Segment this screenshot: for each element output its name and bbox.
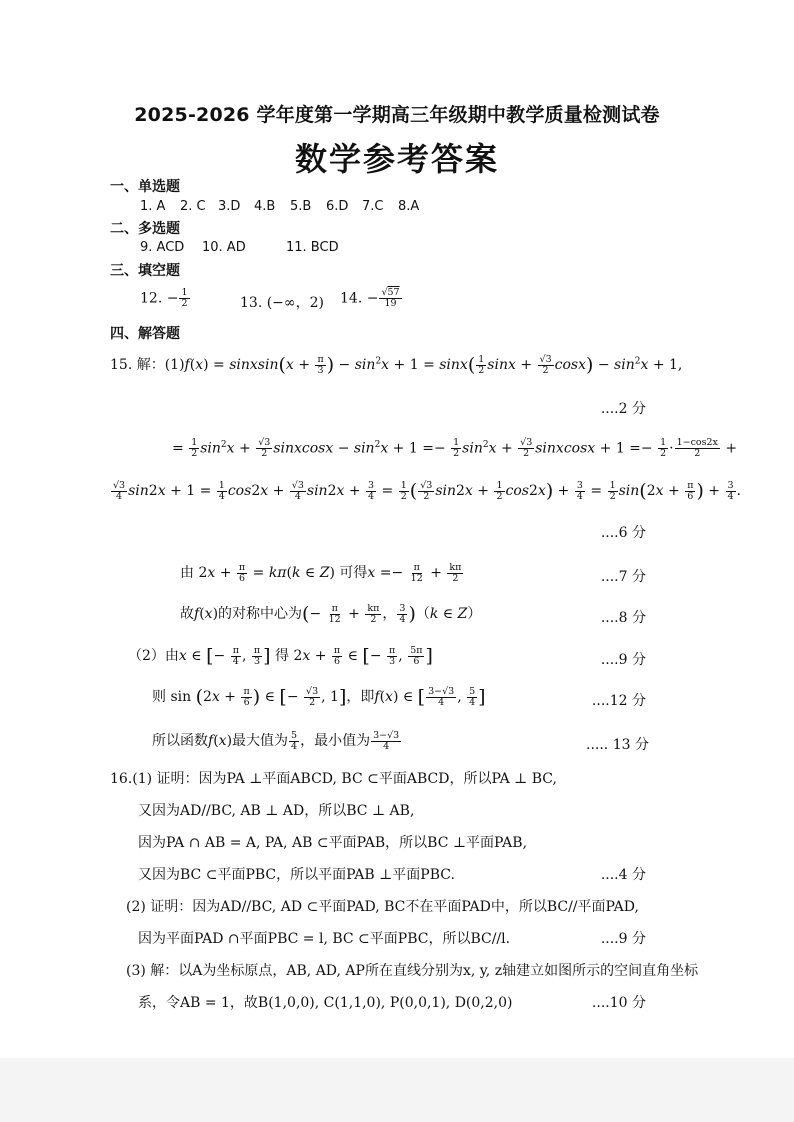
q15-step-7: 由 2x + $\frac{\pi}{6}$ = kπ(k ∈ Z) 可得x =− $\frac{\pi}{12}$ + $\frac{k\pi}{2}$ (180, 561, 462, 584)
q16-line-8: 系，令AB = 1，故B(1,0,0), C(1,1,0), P(0,0,1), D(0,2,0) (138, 995, 513, 1011)
answer-item: 11. BCD (286, 240, 339, 255)
q16-line-6: 因为平面PAD ∩平面PBC = l, BC ⊂平面PBC，所以BC//l. (138, 931, 511, 947)
answer-item: 4.B (254, 199, 276, 214)
answer-14: 14. − $\frac{√57}{19}$ (340, 287, 400, 309)
answer-item: 10. AD (202, 240, 246, 255)
answer-item: 8.A (398, 199, 420, 214)
score-marker: ....10 分 (591, 995, 646, 1011)
score-marker: ....4 分 (600, 867, 646, 883)
answer-item: 5.B (290, 199, 312, 214)
q16-line-1: 16.(1) 证明：因为PA ⊥平面ABCD, BC ⊂平面ABCD，所以PA ⊥ BC, (110, 771, 557, 787)
section-multi-choice: 二、多选题 (110, 221, 180, 237)
answer-item: 7.C (362, 199, 384, 214)
q16-line-7: (3) 解：以A为坐标原点，AB, AD, AP所在直线分别为x, y, z轴建立如图所示的空间直角坐标 (126, 963, 699, 979)
page-title: 数学参考答案 (294, 140, 499, 178)
exam-title: 2025-2026 学年度第一学期高三年级期中教学质量检测试卷 (134, 104, 660, 126)
page-bottom-margin (0, 1058, 794, 1122)
q15-step-13: 所以函数f(x)最大值为 $\frac{5}{4}$ ，最小值为 $\frac{3-√3}{4}$ (152, 729, 400, 752)
answer-item: 9. ACD (140, 240, 185, 255)
q15-line-1: 15. 解：(1)f(x) = sinxsin(x + $\frac{\pi}{3}$ ) − $\sin^2x + 1 = \sin x$( $\frac{1}{2}$ sinx + $\frac{√3}{2}$ $\cos x) - \sin^2x + 1$, (110, 353, 683, 376)
score-marker: ....6 分 (600, 525, 646, 541)
answer-item: 6.D (326, 199, 349, 214)
answer-13: 13. (−∞，2) (240, 295, 324, 311)
answer-item: 1. A (140, 199, 166, 214)
answer-item: 2. C (180, 199, 206, 214)
q15-line-2: = $\frac{1}{2}$ $\sin^2x$ + $\frac{√3}{2}$ sinxcosx − $\sin^2x + 1$ =− $\frac{1}{2}$ $\sin^2x$ + $\frac{√3}{2}$ sinxcosx + 1 =− $\frac{1}{2}$ · $\frac{1-\cos 2x}{2}$ + (172, 437, 738, 459)
score-marker: ....8 分 (600, 610, 646, 626)
section-fill-blank: 三、填空题 (110, 263, 180, 279)
single-choice-answers (140, 199, 434, 214)
score-marker: ....7 分 (600, 569, 646, 585)
score-marker: ....9 分 (600, 652, 646, 668)
q15-line-3: $\frac{√3}{4}$ sin2x + 1 = $\frac{1}{4}$ cos2x + $\frac{√3}{4}$ sin2x + $\frac{3}{4}$ = $\frac{1}{2}$ ( $\frac{√3}{2}$ sin2x + $\frac{1}{2}$ cos2x) + $\frac{3}{4}$ = $\frac{1}{2}$ sin(2x + $\frac{\pi}{6}$ ) + $\frac{3}{4}$ . (113, 479, 741, 502)
q16-line-3: 因为PA ∩ AB = A, PA, AB ⊂平面PAB，所以BC ⊥平面PAB, (138, 835, 528, 851)
answer-item: 3.D (218, 199, 241, 214)
score-marker: ..... 13 分 (586, 737, 649, 753)
q16-line-5: (2) 证明：因为AD//BC, AD ⊂平面PAD, BC不在平面PAD中，所以BC//平面PAD, (126, 899, 639, 915)
score-marker: ....2 分 (600, 401, 646, 417)
section-single-choice: 一、单选题 (110, 179, 180, 195)
score-marker: ....9 分 (600, 931, 646, 947)
q15-part-2: （2）由x ∈ [− $\frac{\pi}{4}$ , $\frac{\pi}{3}$ ] 得 2x + $\frac{\pi}{6}$ ∈ [− $\frac{\pi}{3}$ , $\frac{5\pi}{6}$ ] (128, 644, 433, 667)
multi-choice-answers (140, 240, 339, 255)
q15-step-12: 则 sin (2x + $\frac{\pi}{6}$ ) ∈ [− $\frac{√3}{2}$ , 1]，即f(x) ∈ [ $\frac{3-√3}{4}$ , $\frac{5}{4}$ ] (152, 685, 486, 708)
score-marker: ....12 分 (591, 693, 646, 709)
section-solutions: 四、解答题 (110, 326, 180, 342)
q16-line-4: 又因为BC ⊂平面PBC，所以平面PAB ⊥平面PBC. (138, 867, 455, 883)
q16-line-2: 又因为AD//BC, AB ⊥ AD，所以BC ⊥ AB, (138, 803, 415, 819)
answer-12: 12. − $\frac{1}{2}$ (140, 287, 188, 309)
q15-step-8: 故f(x)的对称中心为(− $\frac{\pi}{12}$ + $\frac{k\pi}{2}$ ， $\frac{3}{4}$ )（k ∈ Z） (180, 602, 482, 625)
